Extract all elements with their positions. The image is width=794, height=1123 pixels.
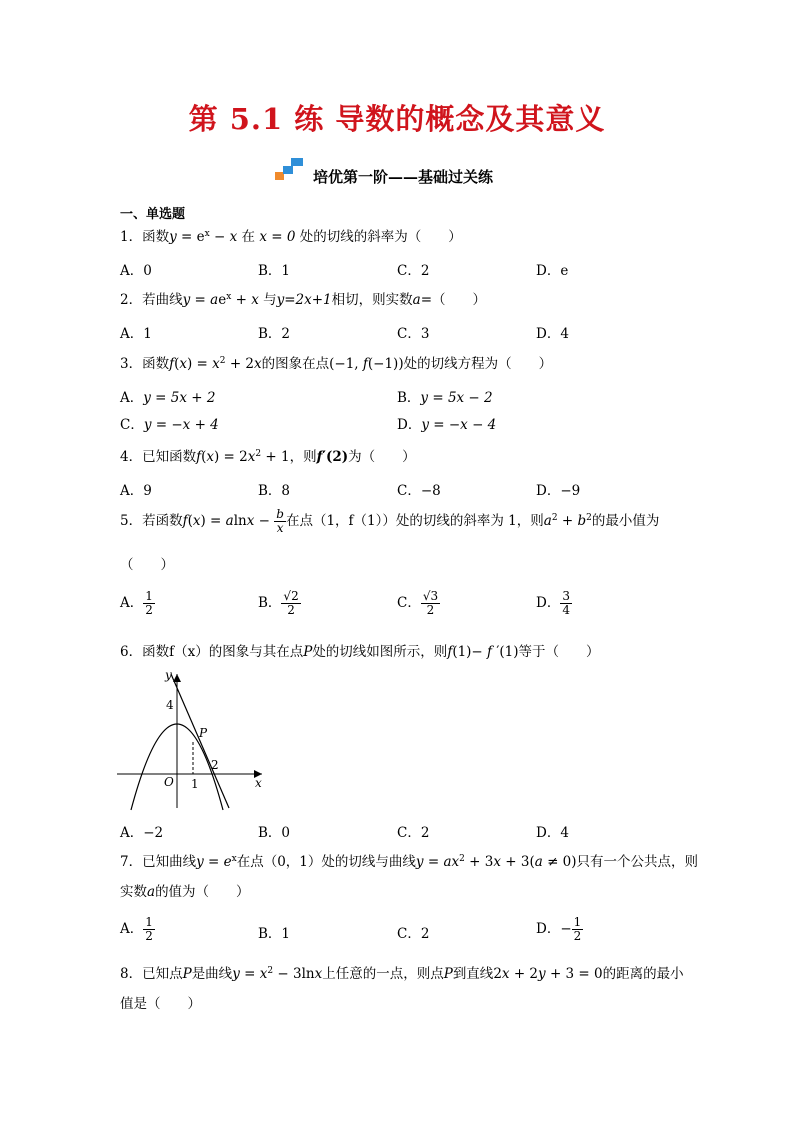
q3-option-d[interactable]: D．y = −x − 4 <box>397 417 497 433</box>
x-tick-1: 1 <box>191 777 199 791</box>
q1-option-b[interactable]: B．1 <box>258 263 291 279</box>
q4-option-b[interactable]: B．8 <box>258 483 291 499</box>
q1-option-c[interactable]: C．2 <box>397 263 430 279</box>
y-axis-label: y <box>165 668 172 682</box>
q5-option-b[interactable]: B． $\frac{√2}{2}$ <box>258 589 299 617</box>
question-4: 4．已知函数$f(x) = 2x^2 + 1$，则f′(2)为（ ） <box>120 449 416 465</box>
stairs-icon <box>275 156 305 182</box>
q6-option-c[interactable]: C．2 <box>397 825 430 841</box>
page-title: 第 5.1 练 导数的概念及其意义 <box>188 102 606 136</box>
subheading-label: 培优第一阶——基础过关练 <box>313 168 494 186</box>
question-1: 1．函数$y = e^x - x$ 在 x = 0 处的切线的斜率为（ ） <box>120 229 462 245</box>
question-8-line-2: 值是（ ） <box>120 996 201 1012</box>
q6-graph <box>117 668 267 813</box>
q1-option-a[interactable]: A．0 <box>120 263 152 279</box>
q4-option-d[interactable]: D．−9 <box>536 483 581 499</box>
q6-option-a[interactable]: A．−2 <box>120 825 164 841</box>
point-p-label: P <box>199 726 208 740</box>
q1-option-d[interactable]: D．e <box>536 263 569 279</box>
q4-option-c[interactable]: C．−8 <box>397 483 441 499</box>
q5-option-a[interactable]: A． $\frac{1}{2}$ <box>120 589 153 617</box>
q5-paren: （ ） <box>120 557 174 573</box>
q2-option-d[interactable]: D．4 <box>536 326 569 342</box>
q7-option-c[interactable]: C．2 <box>397 926 430 942</box>
q7-option-d[interactable]: D．− $\frac{1}{2}$ <box>536 915 582 943</box>
tangent-line <box>171 674 229 808</box>
q5-option-c[interactable]: C． $\frac{√3}{2}$ <box>397 589 439 617</box>
origin-label: O <box>164 775 174 789</box>
q3-option-c[interactable]: C．y = −x + 4 <box>120 417 219 433</box>
section-heading: 一、单选题 <box>120 207 186 222</box>
q6-option-d[interactable]: D．4 <box>536 825 569 841</box>
question-3: 3．函数$f(x) = x^2 + 2x$的图象在点(−1, f(−1))处的切线方程为（ ） <box>120 356 553 372</box>
q7-option-b[interactable]: B．1 <box>258 926 291 942</box>
question-8: 8．已知点P是曲线$y = x^2 - 3\ln x$上任意的一点，则点P到直线2x + 2y + 3 = 0的距离的最小 <box>120 966 684 982</box>
q2-option-b[interactable]: B．2 <box>258 326 291 342</box>
question-2: 2．若曲线$y = ae^x + x$ 与y=2x+1相切，则实数a=（ ） <box>120 292 487 308</box>
q6-option-b[interactable]: B．0 <box>258 825 291 841</box>
q4-option-a[interactable]: A．9 <box>120 483 152 499</box>
q7-option-a[interactable]: A． $\frac{1}{2}$ <box>120 915 153 943</box>
q2-option-a[interactable]: A．1 <box>120 326 152 342</box>
question-5: 5．若函数f(x) = alnx − $\frac{b}{x}$ 在点（1，f（1））处的切线的斜率为 1，则$a^2 + b^2$的最小值为 <box>120 507 660 535</box>
q3-option-a[interactable]: A．y = 5x + 2 <box>120 390 216 406</box>
question-7: 7．已知曲线$y = e^x$在点（0，1）处的切线与曲线$y = ax^2 + 3x + 3(a \ne 0)$只有一个公共点，则 <box>120 854 699 870</box>
question-6: 6．函数f（x）的图象与其在点P处的切线如图所示，则f(1)− f ′(1)等于（ ） <box>120 644 600 660</box>
q3-option-b[interactable]: B．y = 5x − 2 <box>397 390 493 406</box>
q5-option-d[interactable]: D． $\frac{3}{4}$ <box>536 589 570 617</box>
q2-option-c[interactable]: C．3 <box>397 326 430 342</box>
x-axis-label: x <box>255 776 262 790</box>
x-tick-2: 2 <box>211 758 219 772</box>
y-tick-4: 4 <box>166 698 174 712</box>
question-7-line-2: 实数a的值为（ ） <box>120 884 250 900</box>
